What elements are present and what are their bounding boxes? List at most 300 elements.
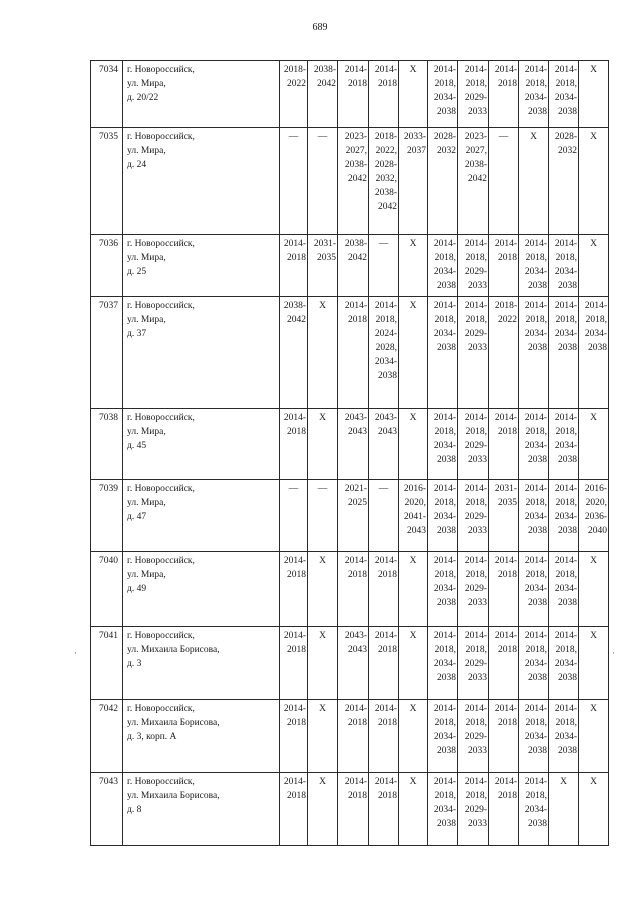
period-cell xyxy=(549,128,579,235)
table-row xyxy=(91,128,609,235)
scan-speck: · xyxy=(74,648,77,658)
period-text: 2018, xyxy=(434,498,456,508)
period-text: 2042 xyxy=(468,174,487,184)
period-text: 2040 xyxy=(588,526,607,536)
period-cell xyxy=(579,235,609,297)
period-text: — xyxy=(378,239,389,249)
period-text: 2034- xyxy=(554,93,577,103)
period-text: 2018, xyxy=(465,79,487,89)
period-cell xyxy=(399,297,428,409)
period-text: X xyxy=(590,65,597,75)
period-text: 2038 xyxy=(528,281,547,291)
address-line: д. 45 xyxy=(127,441,147,451)
address-line: ул. Михаила Борисова, xyxy=(127,718,220,728)
period-text: 2032 xyxy=(558,146,577,156)
period-text: 2018, xyxy=(555,253,577,263)
address-line: г. Новороссийск, xyxy=(127,777,195,787)
period-text: 2028, xyxy=(375,343,397,353)
address-cell xyxy=(123,480,280,552)
period-text: 2018, xyxy=(525,791,547,801)
period-cell xyxy=(458,235,489,297)
period-text: 2034- xyxy=(524,441,547,451)
table-row xyxy=(91,700,609,773)
period-cell xyxy=(280,627,308,700)
period-cell xyxy=(338,700,369,773)
period-text: 2038- xyxy=(344,239,367,249)
address-line: ул. Мира, xyxy=(127,79,166,89)
period-cell xyxy=(428,297,458,409)
period-text: 2014- xyxy=(433,631,456,641)
period-text: 2033 xyxy=(468,107,487,117)
period-cell xyxy=(428,700,458,773)
period-text: 2014- xyxy=(464,65,487,75)
period-cell xyxy=(579,128,609,235)
period-cell xyxy=(338,480,369,552)
period-text: 2037 xyxy=(407,146,426,156)
period-cell xyxy=(280,409,308,480)
address-line: д. 24 xyxy=(127,160,147,170)
period-cell xyxy=(579,773,609,846)
period-cell xyxy=(308,480,338,552)
address-line: ул. Мира, xyxy=(127,570,166,580)
period-text: 2014- xyxy=(344,65,367,75)
period-cell xyxy=(308,297,338,409)
period-text: 2014- xyxy=(374,704,397,714)
period-text: 2034- xyxy=(433,659,456,669)
period-text: 2014- xyxy=(374,556,397,566)
period-cell xyxy=(338,61,369,128)
period-cell xyxy=(369,128,399,235)
period-text: 2018, xyxy=(525,498,547,508)
period-text: 2036- xyxy=(584,512,607,522)
period-text: 2014- xyxy=(554,65,577,75)
period-cell xyxy=(519,700,549,773)
address-line: д. 3 xyxy=(127,659,142,669)
period-text: 2014- xyxy=(554,239,577,249)
period-cell xyxy=(338,235,369,297)
period-text: 2018, xyxy=(555,315,577,325)
address-line: д. 20/22 xyxy=(127,93,159,103)
period-cell xyxy=(489,61,519,128)
period-text: X xyxy=(409,631,417,641)
period-cell xyxy=(489,627,519,700)
period-text: 2022, xyxy=(375,146,397,156)
period-text: 2038 xyxy=(558,673,577,683)
period-text: 2014- xyxy=(494,65,517,75)
period-cell xyxy=(369,409,399,480)
period-cell xyxy=(428,409,458,480)
address-cell xyxy=(123,409,280,480)
period-text: 2018, xyxy=(434,718,456,728)
period-text: 2014- xyxy=(554,301,577,311)
period-text: 2029- xyxy=(464,512,487,522)
period-text: 2031- xyxy=(313,239,336,249)
period-cell xyxy=(519,773,549,846)
period-cell xyxy=(369,61,399,128)
period-text: 2038 xyxy=(378,371,397,381)
period-text: 2022 xyxy=(498,315,517,325)
period-text: 2018, xyxy=(434,570,456,580)
address-line: ул. Мира, xyxy=(127,146,166,156)
period-text: 2014- xyxy=(464,631,487,641)
period-text: 2033- xyxy=(403,132,426,142)
period-text: 2024- xyxy=(374,329,397,339)
row-number: 7038 xyxy=(91,409,123,480)
table-row xyxy=(91,773,609,846)
period-cell xyxy=(308,61,338,128)
period-cell xyxy=(458,297,489,409)
period-text: 2018 xyxy=(287,791,306,801)
period-text: 2014- xyxy=(554,484,577,494)
period-text: 2034- xyxy=(433,329,456,339)
period-text: X xyxy=(409,413,417,423)
period-text: 2014- xyxy=(554,556,577,566)
period-text: 2014- xyxy=(524,556,547,566)
period-text: 2018, xyxy=(555,645,577,655)
period-text: 2018 xyxy=(287,570,306,580)
period-text: X xyxy=(409,301,417,311)
period-text: 2018 xyxy=(498,427,517,437)
period-text: X xyxy=(590,777,597,787)
period-cell xyxy=(549,552,579,627)
period-text: 2038 xyxy=(558,526,577,536)
period-text: 2038- xyxy=(313,65,336,75)
period-cell xyxy=(399,773,428,846)
period-text: 2014- xyxy=(433,301,456,311)
period-text: — xyxy=(378,484,389,494)
row-number: 7040 xyxy=(91,552,123,627)
period-cell xyxy=(579,700,609,773)
period-text: 2027, xyxy=(345,146,367,156)
period-cell xyxy=(428,235,458,297)
period-text: 2014- xyxy=(494,413,517,423)
period-text: 2018 xyxy=(287,253,306,263)
address-line: д. 8 xyxy=(127,805,142,815)
row-number: 7042 xyxy=(91,700,123,773)
period-text: 2018, xyxy=(525,253,547,263)
period-text: 2034- xyxy=(554,267,577,277)
period-text: 2018 xyxy=(348,791,367,801)
period-cell xyxy=(458,700,489,773)
period-text: 2014- xyxy=(524,484,547,494)
address-line: д. 49 xyxy=(127,584,147,594)
period-text: 2018, xyxy=(465,315,487,325)
period-cell xyxy=(489,700,519,773)
period-text: X xyxy=(590,704,597,714)
period-text: 2034- xyxy=(524,93,547,103)
period-text: 2038 xyxy=(437,526,456,536)
table-row xyxy=(91,409,609,480)
table-row xyxy=(91,627,609,700)
period-text: X xyxy=(530,132,537,142)
period-text: 2034- xyxy=(584,329,607,339)
period-text: 2042 xyxy=(378,202,397,212)
period-cell xyxy=(338,409,369,480)
period-cell xyxy=(549,480,579,552)
period-text: 2018, xyxy=(555,718,577,728)
period-text: 2014- xyxy=(374,301,397,311)
period-cell xyxy=(369,627,399,700)
period-text: 2029- xyxy=(464,732,487,742)
period-text: 2018, xyxy=(555,427,577,437)
period-cell xyxy=(428,128,458,235)
period-text: 2018, xyxy=(555,79,577,89)
address-line: г. Новороссийск, xyxy=(127,484,195,494)
period-text: 2034- xyxy=(524,584,547,594)
period-text: 2018 xyxy=(378,718,397,728)
period-text: 2014- xyxy=(283,777,306,787)
period-text: X xyxy=(319,413,326,423)
period-text: 2029- xyxy=(464,441,487,451)
period-text: 2014- xyxy=(524,704,547,714)
period-text: 2038 xyxy=(558,746,577,756)
period-text: 2014- xyxy=(464,239,487,249)
period-text: 2038 xyxy=(528,107,547,117)
address-line: г. Новороссийск, xyxy=(127,239,195,249)
period-cell xyxy=(428,480,458,552)
period-cell xyxy=(428,627,458,700)
period-text: 2023- xyxy=(464,132,487,142)
period-text: 2038 xyxy=(437,746,456,756)
period-text: 2018, xyxy=(434,253,456,263)
address-cell xyxy=(123,297,280,409)
row-number: 7043 xyxy=(91,773,123,846)
period-cell xyxy=(489,552,519,627)
address-line: г. Новороссийск, xyxy=(127,631,195,641)
period-text: 2014- xyxy=(464,301,487,311)
period-cell xyxy=(280,480,308,552)
period-cell xyxy=(458,552,489,627)
period-text: 2035 xyxy=(498,498,517,508)
period-cell xyxy=(280,700,308,773)
period-text: 2014- xyxy=(374,65,397,75)
period-text: X xyxy=(319,777,326,787)
period-text: 2042 xyxy=(348,253,367,263)
period-text: 2014- xyxy=(283,413,306,423)
period-text: X xyxy=(590,132,597,142)
period-cell xyxy=(549,700,579,773)
period-cell xyxy=(399,409,428,480)
period-text: 2038- xyxy=(374,188,397,198)
period-cell xyxy=(369,480,399,552)
period-text: 2018, xyxy=(525,645,547,655)
row-number: 7039 xyxy=(91,480,123,552)
period-text: 2038 xyxy=(437,673,456,683)
period-cell xyxy=(369,297,399,409)
period-text: 2018 xyxy=(498,570,517,580)
period-text: 2029- xyxy=(464,584,487,594)
period-text: 2038 xyxy=(437,819,456,829)
period-text: 2014- xyxy=(344,777,367,787)
period-text: 2014- xyxy=(464,413,487,423)
table-row xyxy=(91,552,609,627)
period-text: 2018 xyxy=(498,253,517,263)
period-cell xyxy=(519,128,549,235)
period-text: 2018 xyxy=(378,79,397,89)
period-text: 2018 xyxy=(287,718,306,728)
period-text: 2038 xyxy=(558,598,577,608)
period-text: 2014- xyxy=(494,704,517,714)
period-text: 2018 xyxy=(498,791,517,801)
period-text: 2016- xyxy=(584,484,607,494)
period-text: 2018, xyxy=(525,427,547,437)
period-text: X xyxy=(590,556,597,566)
period-cell xyxy=(399,235,428,297)
period-text: 2014- xyxy=(494,631,517,641)
period-cell xyxy=(428,61,458,128)
period-text: 2014- xyxy=(464,484,487,494)
period-text: 2018 xyxy=(378,791,397,801)
period-text: 2038 xyxy=(437,455,456,465)
period-text: 2014- xyxy=(433,484,456,494)
period-cell xyxy=(338,773,369,846)
period-text: 2033 xyxy=(468,526,487,536)
address-line: д. 3, корп. А xyxy=(127,732,177,742)
period-text: 2038- xyxy=(344,160,367,170)
period-text: 2022 xyxy=(287,79,306,89)
period-text: 2018, xyxy=(434,315,456,325)
period-text: 2034- xyxy=(554,441,577,451)
page-number: 689 xyxy=(312,22,328,33)
period-cell xyxy=(369,235,399,297)
period-text: 2041- xyxy=(403,512,426,522)
period-text: 2014- xyxy=(494,556,517,566)
period-cell xyxy=(579,409,609,480)
period-text: X xyxy=(409,239,417,249)
address-line: д. 25 xyxy=(127,267,147,277)
period-text: 2043 xyxy=(407,526,426,536)
period-text: X xyxy=(319,704,326,714)
period-text: 2021- xyxy=(344,484,367,494)
period-cell xyxy=(399,627,428,700)
period-text: 2014- xyxy=(554,704,577,714)
period-text: 2018- xyxy=(283,65,306,75)
period-text: 2038 xyxy=(528,598,547,608)
period-cell xyxy=(519,552,549,627)
period-cell xyxy=(458,128,489,235)
period-text: 2033 xyxy=(468,281,487,291)
period-text: X xyxy=(590,413,597,423)
address-line: ул. Михаила Борисова, xyxy=(127,791,220,801)
period-cell xyxy=(308,700,338,773)
period-text: 2033 xyxy=(468,746,487,756)
period-text: 2014- xyxy=(524,631,547,641)
period-text: 2014- xyxy=(524,65,547,75)
address-line: ул. Мира, xyxy=(127,315,166,325)
period-text: 2018, xyxy=(465,791,487,801)
period-text: 2032 xyxy=(437,146,456,156)
period-text: 2043 xyxy=(348,427,367,437)
period-text: 2014- xyxy=(344,301,367,311)
period-text: 2034- xyxy=(433,512,456,522)
period-cell xyxy=(280,297,308,409)
period-text: X xyxy=(409,65,417,75)
period-cell xyxy=(549,61,579,128)
period-text: 2018 xyxy=(348,718,367,728)
period-text: 2034- xyxy=(554,732,577,742)
period-text: 2035 xyxy=(317,253,336,263)
period-text: 2038 xyxy=(437,281,456,291)
period-cell xyxy=(458,61,489,128)
address-line: ул. Мира, xyxy=(127,253,166,263)
period-text: 2029- xyxy=(464,659,487,669)
period-cell xyxy=(428,773,458,846)
period-cell xyxy=(458,627,489,700)
period-text: 2043 xyxy=(378,427,397,437)
period-cell xyxy=(338,627,369,700)
period-text: 2038 xyxy=(437,107,456,117)
table-row xyxy=(91,235,609,297)
period-text: 2034- xyxy=(524,805,547,815)
period-cell xyxy=(519,235,549,297)
period-text: 2018- xyxy=(374,132,397,142)
period-cell xyxy=(338,297,369,409)
address-cell xyxy=(123,128,280,235)
period-text: 2016- xyxy=(403,484,426,494)
period-text: 2038 xyxy=(558,281,577,291)
period-cell xyxy=(308,128,338,235)
period-text: 2038 xyxy=(437,598,456,608)
period-text: 2038 xyxy=(528,455,547,465)
table-row xyxy=(91,480,609,552)
period-text: 2034- xyxy=(524,329,547,339)
period-text: — xyxy=(498,132,509,142)
period-text: 2038- xyxy=(283,301,306,311)
period-text: — xyxy=(288,132,299,142)
period-text: 2014- xyxy=(283,556,306,566)
period-cell xyxy=(549,235,579,297)
period-text: 2034- xyxy=(433,805,456,815)
address-cell xyxy=(123,552,280,627)
period-cell xyxy=(369,552,399,627)
address-cell xyxy=(123,235,280,297)
period-text: 2014- xyxy=(554,413,577,423)
period-text: 2029- xyxy=(464,805,487,815)
period-text: 2018- xyxy=(494,301,517,311)
address-line: д. 47 xyxy=(127,512,147,522)
period-cell xyxy=(579,552,609,627)
period-text: 2020, xyxy=(585,498,607,508)
period-text: 2043- xyxy=(344,631,367,641)
period-text: X xyxy=(319,631,326,641)
period-cell xyxy=(308,552,338,627)
period-text: 2034- xyxy=(433,584,456,594)
period-text: 2018 xyxy=(287,427,306,437)
period-text: 2038 xyxy=(588,343,607,353)
period-text: 2014- xyxy=(554,631,577,641)
period-cell xyxy=(579,480,609,552)
period-cell xyxy=(489,297,519,409)
period-text: 2014- xyxy=(524,301,547,311)
period-text: 2014- xyxy=(464,777,487,787)
period-cell xyxy=(399,480,428,552)
period-text: 2043- xyxy=(374,413,397,423)
period-text: 2014- xyxy=(524,777,547,787)
period-text: X xyxy=(409,777,417,787)
period-text: 2038 xyxy=(528,526,547,536)
address-line: г. Новороссийск, xyxy=(127,301,195,311)
address-cell xyxy=(123,61,280,128)
period-text: 2038 xyxy=(558,455,577,465)
period-cell xyxy=(549,409,579,480)
period-cell xyxy=(399,700,428,773)
period-text: 2018 xyxy=(287,645,306,655)
period-cell xyxy=(579,61,609,128)
period-text: 2025 xyxy=(348,498,367,508)
address-line: г. Новороссийск, xyxy=(127,413,195,423)
period-text: 2018 xyxy=(498,645,517,655)
table-row xyxy=(91,297,609,409)
